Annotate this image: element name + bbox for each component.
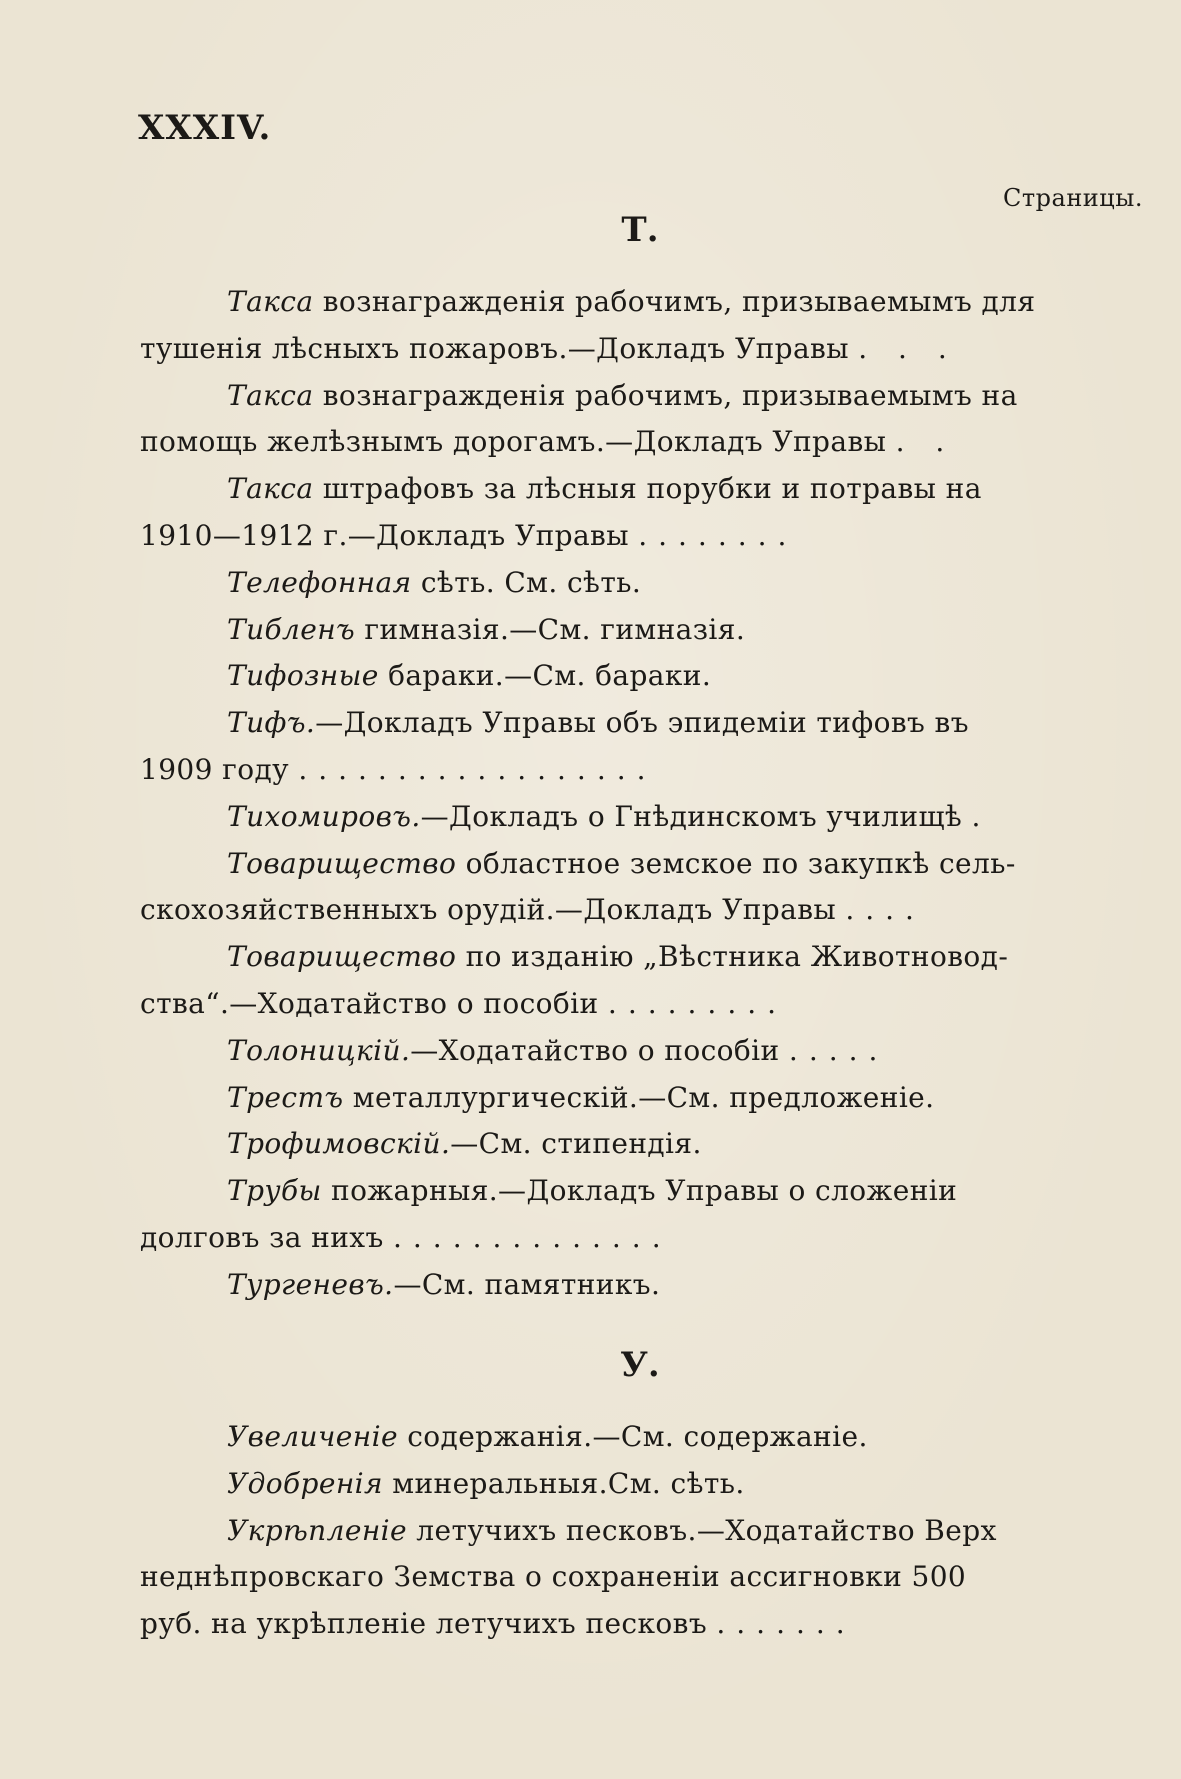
- dot-leader: .........: [607, 987, 788, 1020]
- entry-term: Укрѣпленіе: [227, 1513, 407, 1547]
- dot-leader: ..............: [393, 1221, 672, 1254]
- index-entry-line: [227, 610, 996, 650]
- index-entry-continuation: [140, 1557, 996, 1597]
- entry-text: по изданію „Вѣстника Животновод-: [456, 940, 1009, 974]
- index-entry-continuation: [140, 1604, 996, 1644]
- dot-leader: .: [971, 799, 992, 833]
- entry-text: —См. памятникъ.: [393, 1267, 661, 1301]
- entry-text: гимназія.—См. гимназія.: [355, 612, 746, 646]
- entry-text: 1910—1912 г.—Докладъ Управы: [140, 519, 629, 552]
- entry-term: Трестъ: [227, 1080, 344, 1114]
- entry-term: Тургеневъ.: [227, 1267, 394, 1301]
- entry-term: Увеличеніе: [227, 1420, 398, 1453]
- entry-term: Такса: [227, 378, 314, 412]
- entry-text: минеральныя.См. сѣть.: [382, 1466, 745, 1500]
- entry-term: Такса: [227, 285, 314, 318]
- index-entry-continuation: [140, 1218, 996, 1258]
- index-entry-line: [227, 844, 1016, 884]
- index-entry-line: [227, 937, 1009, 977]
- entry-term: Толоницкій.: [227, 1033, 411, 1067]
- dot-leader: .....: [788, 1033, 889, 1067]
- index-entry-continuation: [140, 750, 996, 790]
- index-entry-continuation: [140, 422, 996, 462]
- entry-term: Удобренія: [227, 1466, 383, 1500]
- entry-term: Тифозные: [227, 659, 379, 693]
- index-entry-line: [227, 1417, 996, 1457]
- entry-term: Тихомировъ.: [227, 799, 421, 833]
- dot-leader: . .: [895, 425, 956, 459]
- index-entry-line: [227, 1078, 996, 1118]
- dot-leader: ........: [638, 519, 798, 552]
- entry-text: вознагражденія рабочимъ, призываемымъ на: [313, 378, 1018, 412]
- entry-term: Тибленъ: [227, 612, 356, 646]
- entry-text: бараки.—См. бараки.: [378, 659, 712, 693]
- index-entry-line: [227, 563, 996, 603]
- entry-text: штрафовъ за лѣсныя порубки и потравы на: [313, 472, 982, 506]
- entry-text: долговъ за нихъ: [140, 1221, 384, 1254]
- entry-term: Товарищество: [227, 940, 457, 974]
- entry-text: летучихъ песковъ.—Ходатайство Верх: [406, 1513, 997, 1547]
- entry-term: Тифъ.: [227, 706, 316, 740]
- entry-text: —Ходатайство о пособіи: [410, 1033, 780, 1067]
- section-letter: У.: [620, 1345, 660, 1385]
- index-entry-line: [227, 1464, 996, 1504]
- index-entry-continuation: [140, 516, 996, 556]
- index-entry-line: [227, 1171, 996, 1211]
- entry-term: Такса: [227, 472, 314, 506]
- entry-term: Товарищество: [227, 846, 457, 880]
- entry-text: —Докладъ о Гнѣдинскомъ училищѣ: [420, 799, 963, 833]
- entry-text: ства“.—Ходатайство о пособіи: [140, 987, 599, 1020]
- index-entry-continuation: [140, 890, 996, 930]
- index-entry-line: [227, 1031, 996, 1071]
- entry-text: —Докладъ Управы объ эпидеміи тифовъ въ: [315, 706, 969, 740]
- entry-text: областное земское по закупкѣ сель-: [456, 846, 1016, 880]
- index-entry-line: [227, 656, 996, 696]
- index-entry-line: [227, 282, 1036, 322]
- entry-text: помощь желѣзнымъ дорогамъ.—Докладъ Управы: [140, 425, 887, 459]
- dot-leader: .......: [716, 1607, 856, 1641]
- entry-text: скохозяйственныхъ орудій.—Докладъ Управы: [140, 893, 837, 927]
- index-entry-continuation: [140, 329, 996, 369]
- entry-text: неднѣпровскаго Земства о сохраненіи ассигновки 500: [140, 1560, 967, 1594]
- index-entry-continuation: [140, 984, 996, 1024]
- entry-term: Трубы: [227, 1174, 322, 1208]
- entry-text: вознагражденія рабочимъ, призываемымъ для: [313, 285, 1036, 318]
- index-entry-line: [227, 1511, 996, 1551]
- index-entry-line: [227, 376, 1018, 416]
- dot-leader: . . .: [858, 331, 958, 365]
- index-entry-line: [227, 469, 996, 509]
- index-entry-line: [227, 1265, 996, 1305]
- pages-column-label: Страницы.: [1003, 184, 1143, 212]
- section-letter: Т.: [621, 210, 659, 250]
- entry-text: сѣть. См. сѣть.: [411, 565, 642, 599]
- entry-text: 1909 году: [140, 753, 290, 786]
- index-entry-line: [227, 797, 996, 837]
- page-number: XXXIV.: [138, 108, 272, 148]
- index-entry-line: [227, 1124, 996, 1164]
- entry-text: пожарныя.—Докладъ Управы о сложеніи: [321, 1174, 958, 1208]
- index-entry-line: [227, 703, 996, 743]
- entry-text: металлургическій.—См. предложеніе.: [343, 1080, 935, 1114]
- dot-leader: ....: [845, 893, 925, 927]
- entry-term: Трофимовскій.: [227, 1127, 451, 1161]
- entry-term: Телефонная: [227, 565, 412, 599]
- dot-leader: ..................: [298, 753, 657, 786]
- entry-text: тушенія лѣсныхъ пожаровъ.—Докладъ Управы: [140, 331, 849, 365]
- entry-text: руб. на укрѣпленіе летучихъ песковъ: [140, 1607, 708, 1641]
- entry-text: —См. стипендія.: [450, 1127, 702, 1161]
- entry-text: содержанія.—См. содержаніе.: [397, 1420, 868, 1453]
